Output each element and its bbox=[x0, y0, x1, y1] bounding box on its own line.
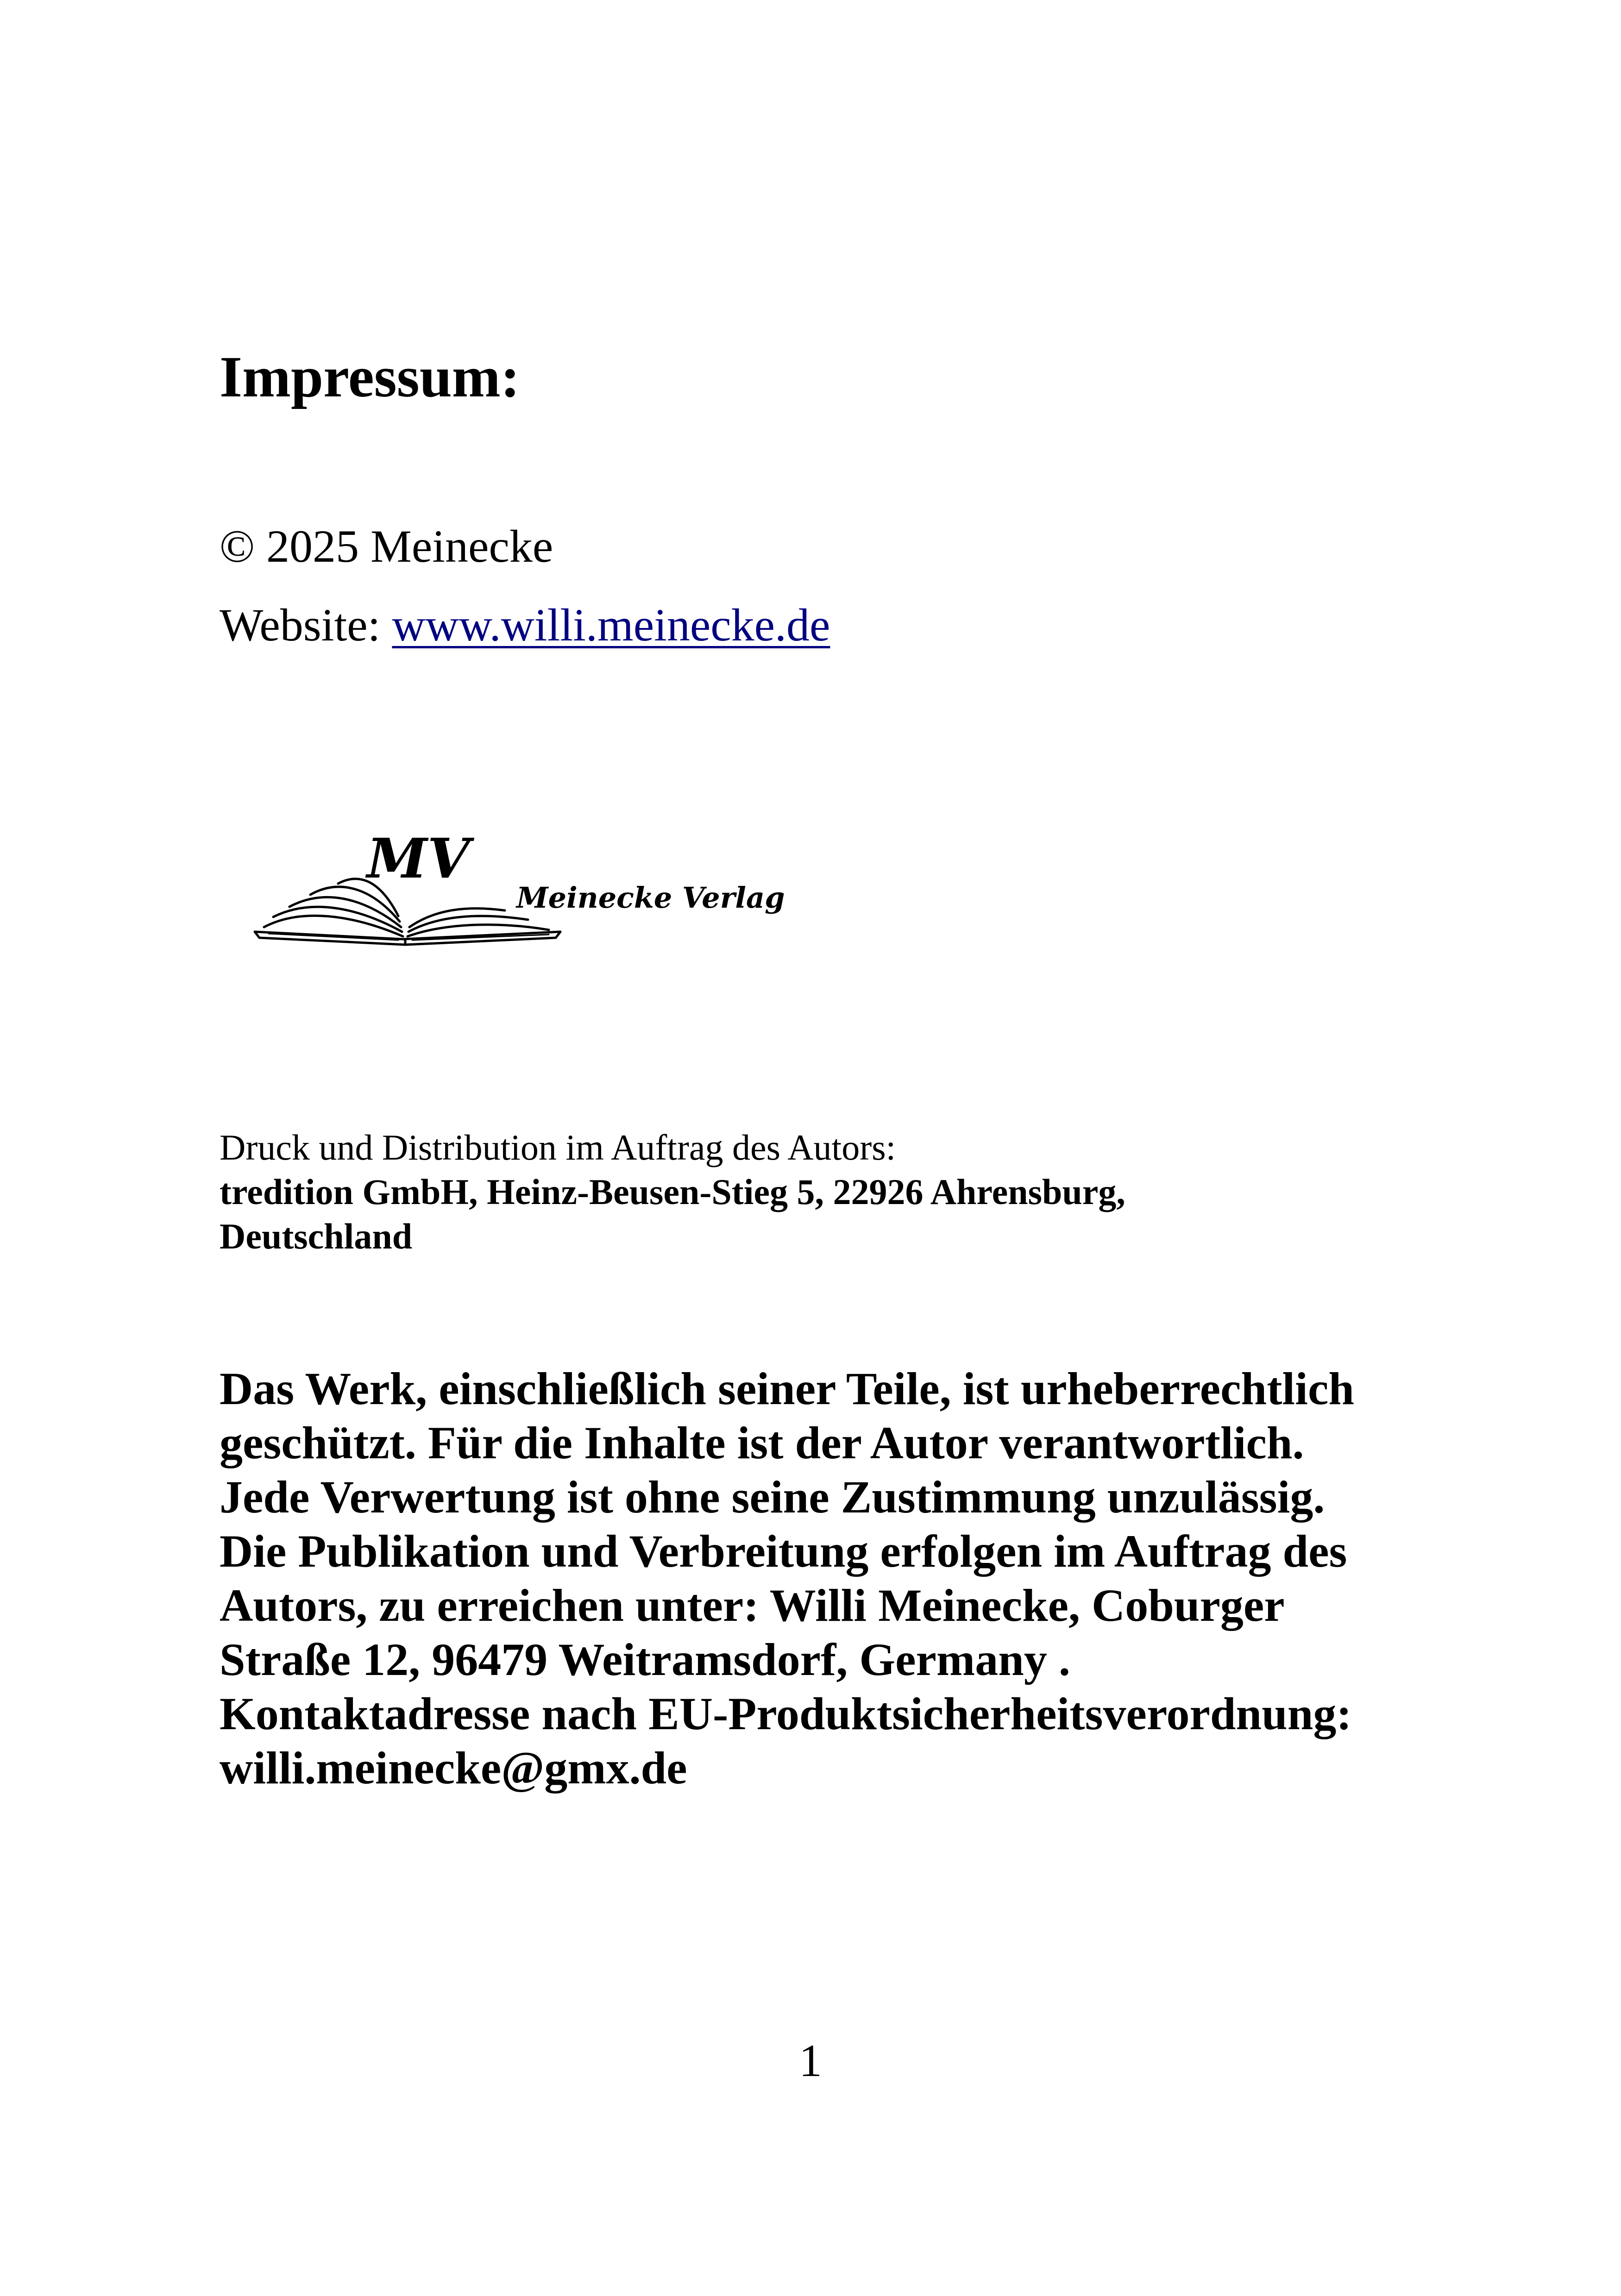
page-title: Impressum: bbox=[220, 345, 520, 409]
publisher-logo bbox=[245, 829, 810, 959]
copyright-notice bbox=[220, 1361, 1447, 1795]
print-distribution-info bbox=[220, 1125, 1470, 1259]
notice-email: willi.meinecke@gmx.de bbox=[220, 1742, 687, 1794]
website-link[interactable]: www.willi.meinecke.de bbox=[392, 599, 830, 651]
notice-line: Kontaktadresse nach EU-Produktsicherheitsverordnung: bbox=[220, 1688, 1352, 1739]
page-number: 1 bbox=[799, 2035, 822, 2086]
website-line bbox=[220, 599, 830, 651]
print-intro: Druck und Distribution im Auftrag des Autors: bbox=[220, 1127, 896, 1167]
notice-line: Das Werk, einschließlich seiner Teile, ist urheberrechtlich bbox=[220, 1363, 1354, 1414]
logo-publisher-name: Meinecke Verlag bbox=[516, 881, 785, 915]
print-company: tredition GmbH, Heinz-Beusen-Stieg 5, 22926 Ahrensburg, bbox=[220, 1172, 1125, 1212]
website-label: Website: bbox=[220, 599, 381, 651]
print-country: Deutschland bbox=[220, 1216, 413, 1256]
logo-monogram: MV bbox=[367, 829, 470, 891]
notice-line: Die Publikation und Verbreitung erfolgen im Auftrag des bbox=[220, 1525, 1347, 1577]
notice-line: Jede Verwertung ist ohne seine Zustimmung unzulässig. bbox=[220, 1471, 1325, 1523]
copyright-line: © 2025 Meinecke bbox=[220, 521, 553, 572]
notice-line: geschützt. Für die Inhalte ist der Autor verantwortlich. bbox=[220, 1417, 1304, 1468]
notice-line: Autors, zu erreichen unter: Willi Meinecke, Coburger bbox=[220, 1580, 1285, 1631]
notice-line: Straße 12, 96479 Weitramsdorf, Germany . bbox=[220, 1634, 1070, 1685]
